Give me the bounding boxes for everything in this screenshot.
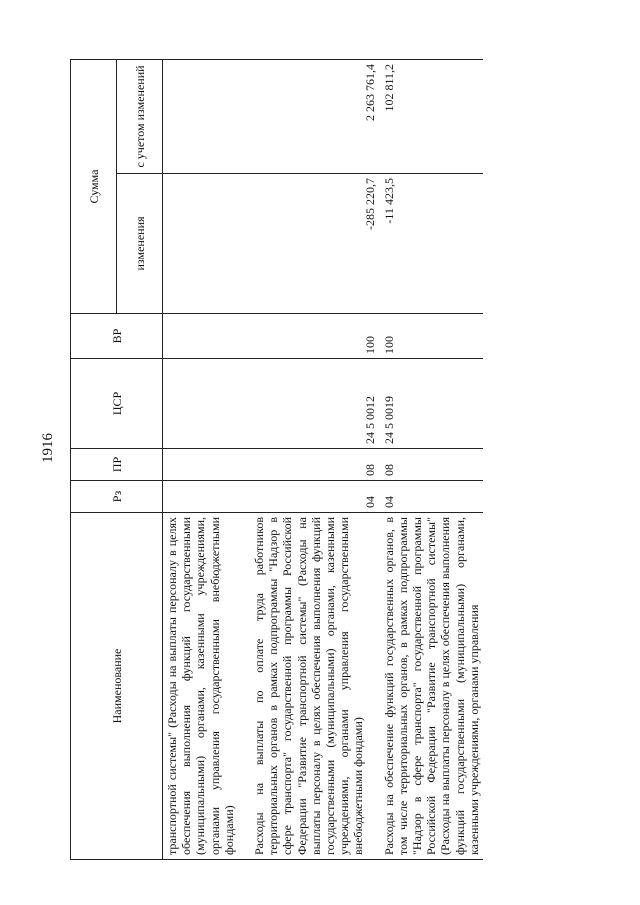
table-row <box>163 59 251 859</box>
row-rz: 04 <box>380 481 483 513</box>
header-pr: ПР <box>71 449 163 481</box>
row-vr: 100 <box>380 314 483 359</box>
table-row <box>380 59 483 859</box>
row-name-text: транспортной системы" (Расходы на выплаты персоналу в целях обеспечения выполнения функций государственными (муниципальными) органами, казенными учреждениями, органами управления государственными внебюджетными фондами) <box>165 517 236 855</box>
row-name-cell <box>380 513 483 860</box>
header-name: Наименование <box>71 513 163 860</box>
row-rz <box>163 481 251 513</box>
row-changes: -285 220,7 <box>250 174 380 314</box>
row-name-text: Расходы на обеспечение функций государственных органов, в том числе территориальных органов, в рамках подпрограммы "Надзор в сфере транспорта" государственной программы Российской Федерации "Развитие транспортной системы" (Расходы на выплаты персоналу в целях обеспечения выполнения функций государственными (муниципальными) органами, казенными учреждениями, органами управления <box>381 517 481 855</box>
page-number: 1916 <box>40 433 56 463</box>
row-csr <box>163 359 251 449</box>
row-vr <box>163 314 251 359</box>
budget-table <box>70 59 483 860</box>
row-csr: 24 5 0012 <box>250 359 380 449</box>
row-name-cell <box>163 513 251 860</box>
header-csr: ЦСР <box>71 359 163 449</box>
header-with-changes: с учетом изменений <box>117 59 163 173</box>
header-sum: Сумма <box>71 59 117 313</box>
row-with-changes <box>163 59 251 173</box>
row-changes <box>163 174 251 314</box>
row-with-changes: 102 811,2 <box>380 59 483 173</box>
row-rz: 04 <box>250 481 380 513</box>
row-csr: 24 5 0019 <box>380 359 483 449</box>
header-vr: ВР <box>71 314 163 359</box>
row-pr: 08 <box>250 449 380 481</box>
row-name-cell <box>250 513 380 860</box>
header-rz: Рз <box>71 481 163 513</box>
table-row <box>250 59 380 859</box>
row-pr: 08 <box>380 449 483 481</box>
row-with-changes: 2 263 761,4 <box>250 59 380 173</box>
rotated-table-container <box>70 60 600 860</box>
row-changes: -11 423,5 <box>380 174 483 314</box>
row-name-text: Расходы на выплаты по оплате труда работников территориальных органов в рамках подпрограммы "Надзор в сфере транспорта" государственной программы Российской Федерации "Развитие транспортной системы" (Расходы на выплаты персоналу в целях обеспечения выполнения функций государственными (муниципальными) органами, казенными учреждениями, органами управления государственными внебюджетными фондами) <box>252 517 366 855</box>
row-vr: 100 <box>250 314 380 359</box>
row-pr <box>163 449 251 481</box>
header-changes: изменения <box>117 174 163 314</box>
